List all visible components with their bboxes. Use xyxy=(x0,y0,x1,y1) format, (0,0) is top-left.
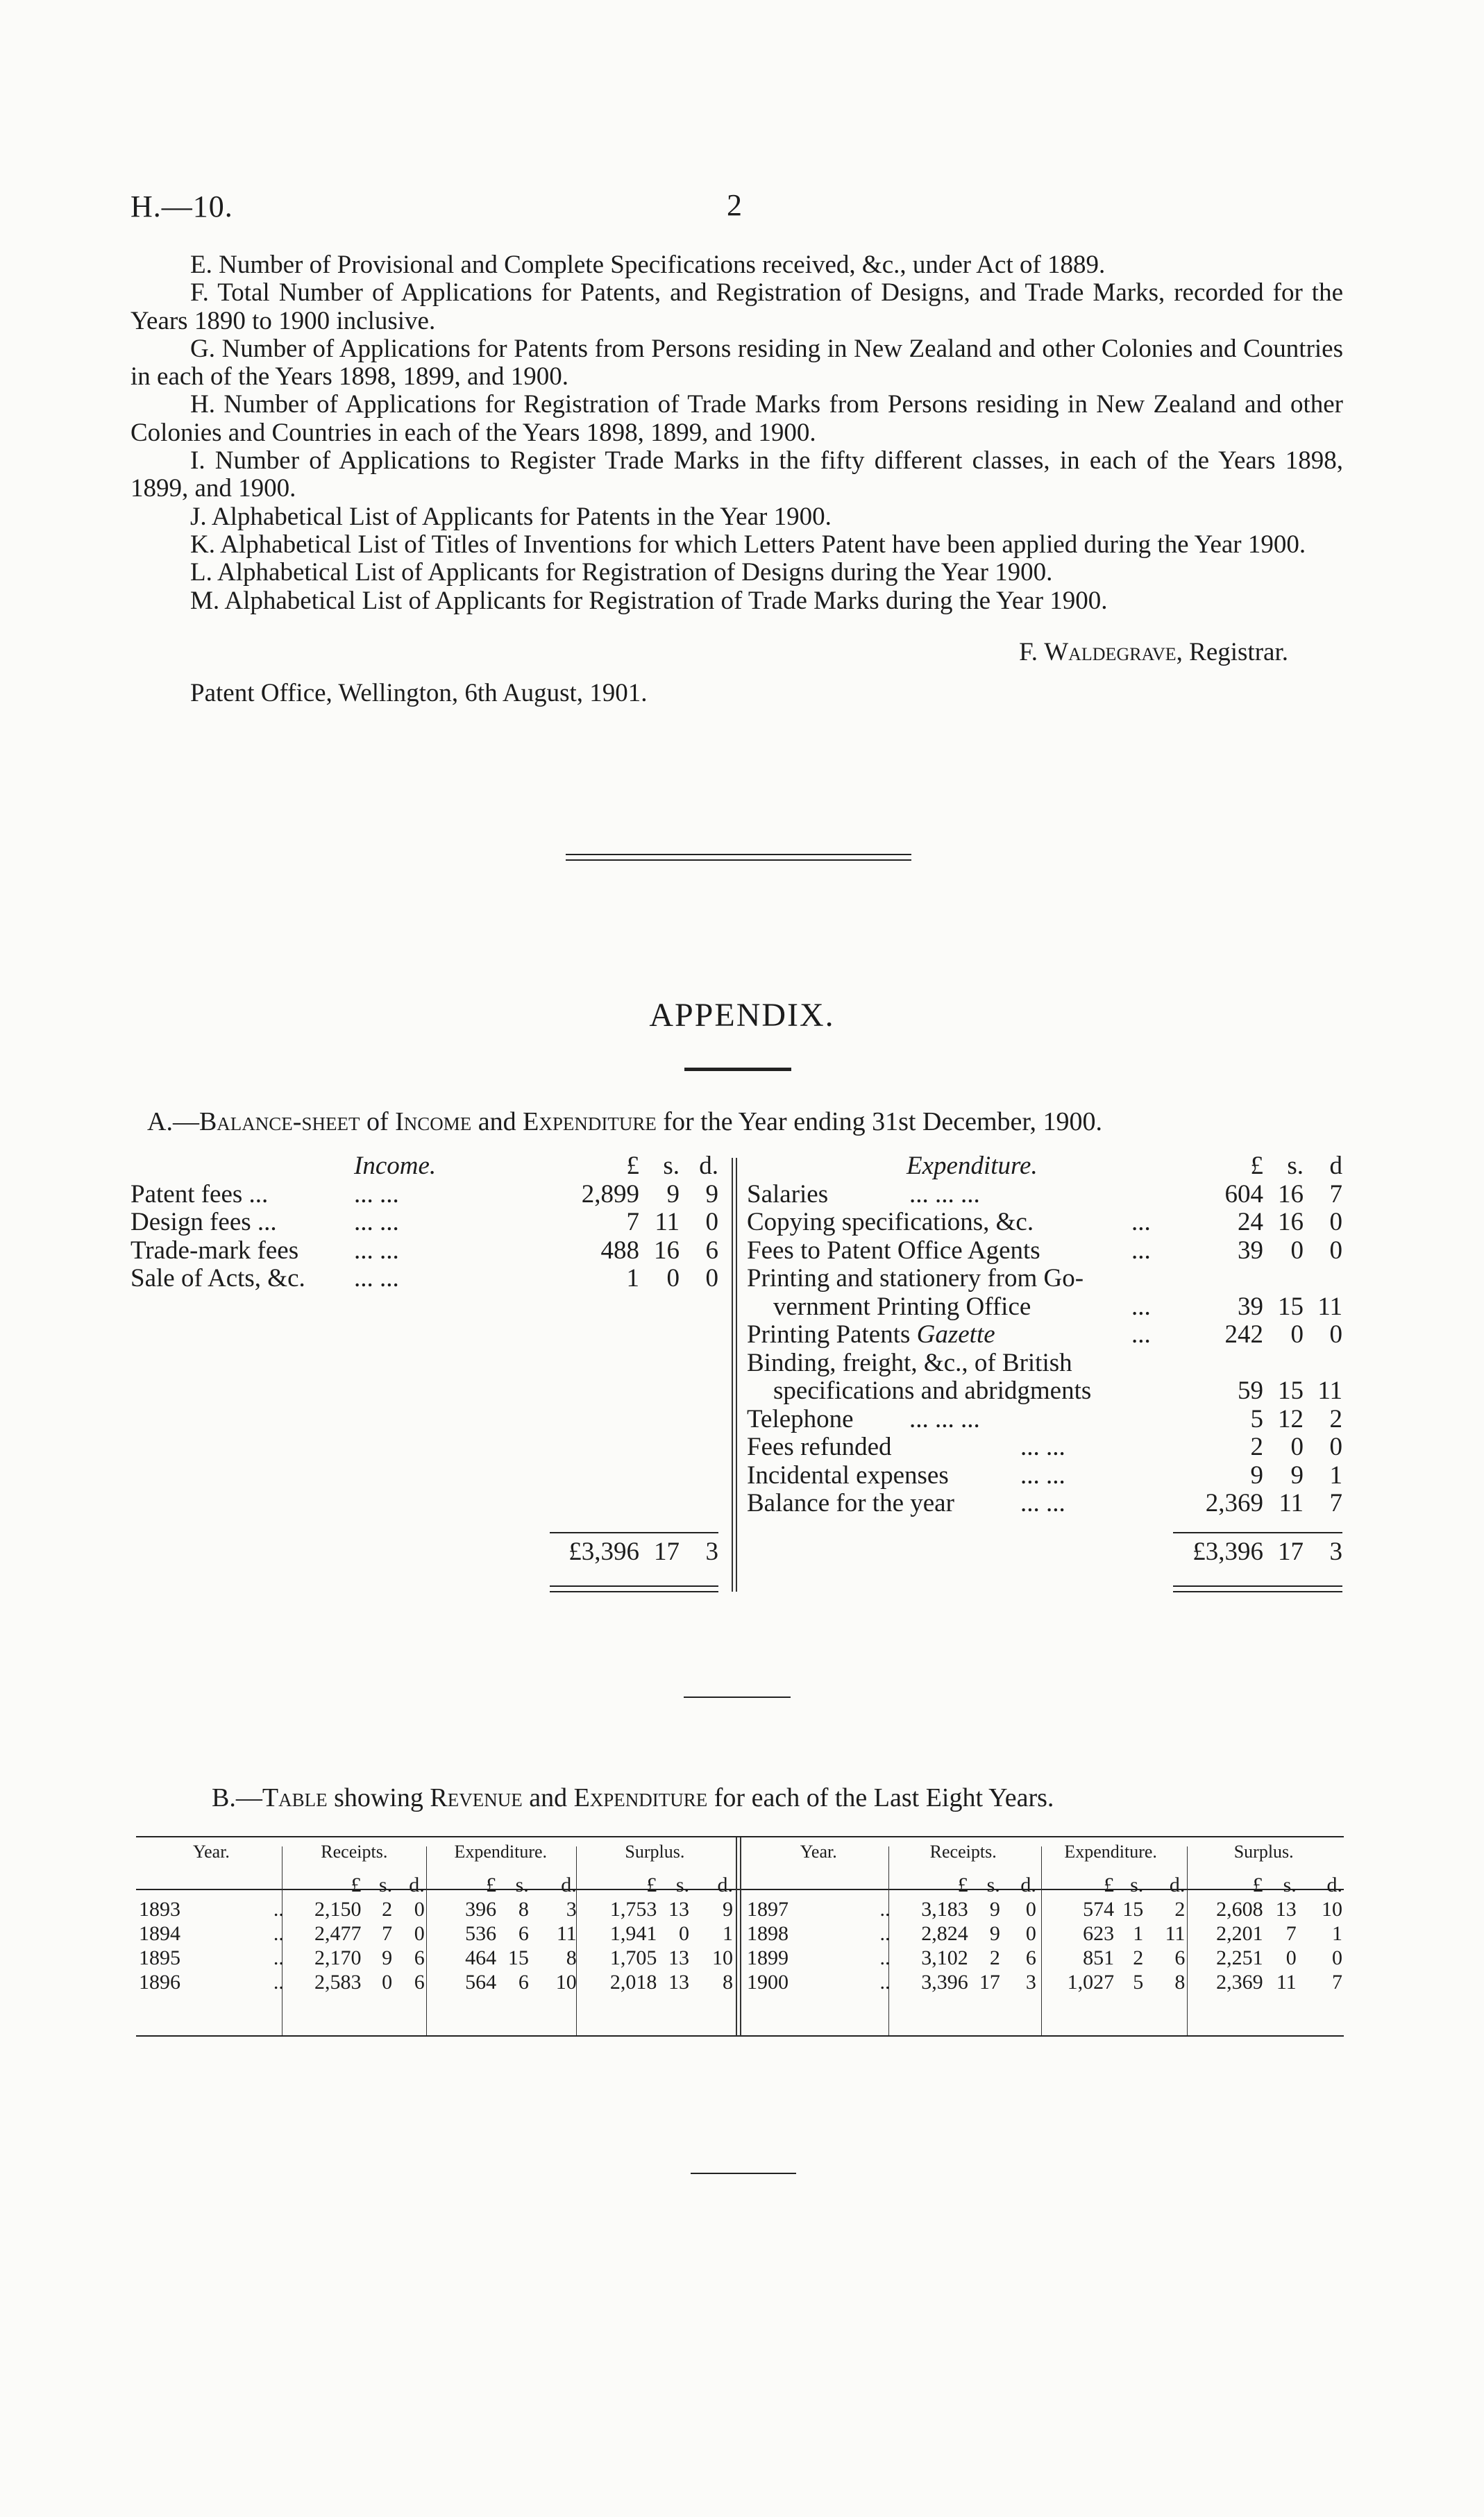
table-header-row: Year. Receipts. Expenditure. Surplus. xyxy=(192,1841,685,1862)
table-header-row: Year. Receipts. Expenditure. Surplus. xyxy=(800,1841,1294,1862)
list-item: F. Total Number of Applications for Patents, and Registration of Designs, and Trade Marks, recorded for the Years 1890 to 1900 inclusive. xyxy=(130,278,1343,335)
list-item: E. Number of Provisional and Complete Specifications received, &c., under Act of 1889. xyxy=(190,251,1106,279)
expenditure-heading: Expenditure. xyxy=(907,1152,1038,1180)
currency-header: £ s. d. xyxy=(626,1152,718,1180)
income-row: Patent fees ... ... ... 2,899 9 9 xyxy=(130,1179,718,1209)
list-item: L. Alphabetical List of Applicants for Registration of Designs during the Year 1900. xyxy=(190,558,1053,587)
signature-initial: F. xyxy=(1019,638,1038,666)
list-item: H. Number of Applications for Registration of Trade Marks from Persons residing in New Zealand and other Colonies and Countries in each of the Years 1898, 1899, and 1900. xyxy=(130,390,1343,447)
balance-sheet-title xyxy=(147,1106,1102,1137)
income-total: £3,396 17 3 xyxy=(568,1538,718,1566)
expenditure-row: Salaries ... ... ... 604 16 7 xyxy=(747,1179,1342,1209)
divider xyxy=(566,854,911,855)
total-double-rule xyxy=(550,1591,718,1592)
expenditure-row: Copying specifications, &c. ... 24 16 0 xyxy=(747,1208,1342,1236)
expenditure-row: Printing Patents Gazette ... 242 0 0 xyxy=(747,1320,1342,1349)
title-part: Expenditure xyxy=(523,1107,657,1136)
expenditure-total: £3,396 17 3 xyxy=(1192,1538,1342,1566)
currency-row: £ s. d. £ s. d. £ s. d. xyxy=(957,1874,1342,1896)
table-row: 1897 .. 3,183 9 0 574 15 2 2,608 13 10 xyxy=(747,1897,1342,1921)
table-row: 1894 .. 2,477 7 0 536 6 11 1,941 0 1 xyxy=(139,1921,733,1945)
divider xyxy=(566,859,911,861)
expenditure-column xyxy=(747,1152,1342,1518)
income-column xyxy=(130,1152,718,1293)
section-prefix: A.— xyxy=(147,1107,199,1136)
expenditure-row: vernment Printing Office ... 39 15 11 xyxy=(773,1292,1342,1321)
document-reference: H.—10. xyxy=(130,190,233,224)
title-part: and xyxy=(471,1107,523,1136)
expenditure-row: Fees refunded ... ... 2 0 0 xyxy=(747,1433,1342,1461)
revenue-table-title: B.—Table showing Revenue and Expenditure for each of the Last Eight Years. xyxy=(212,1783,1054,1812)
expenditure-row: specifications and abridgments 59 15 11 xyxy=(773,1377,1342,1405)
page-number: 2 xyxy=(727,188,742,222)
appendix-contents-list xyxy=(130,251,1343,615)
currency-header: £ s. d xyxy=(1250,1152,1342,1180)
income-header-row xyxy=(130,1152,718,1181)
expenditure-row: Printing and stationery from Go- xyxy=(747,1264,1084,1293)
income-heading: Income. xyxy=(354,1152,437,1180)
expenditure-row: Balance for the year ... ... 2,369 11 7 xyxy=(747,1489,1342,1517)
expenditure-row: Telephone ... ... ... 5 12 2 xyxy=(747,1404,1342,1433)
table-divider xyxy=(740,1837,741,2036)
divider xyxy=(691,2173,796,2174)
table-row: 1896 .. 2,583 0 6 564 6 10 2,018 13 8 xyxy=(139,1970,733,1994)
signature-name: Waldegrave xyxy=(1044,638,1177,666)
expenditure-row: Binding, freight, &c., of British xyxy=(747,1348,1072,1377)
revenue-table-right xyxy=(747,1840,1342,1994)
total-rule xyxy=(550,1532,718,1533)
expenditure-row: Incidental expenses ... ... 9 9 1 xyxy=(747,1460,1342,1490)
total-double-rule xyxy=(1173,1591,1342,1592)
table-row: 1893 .. 2,150 2 0 396 8 3 1,753 13 9 xyxy=(139,1897,733,1921)
title-part: for the Year ending 31st December, 1900. xyxy=(656,1107,1103,1136)
divider xyxy=(684,1697,791,1698)
title-part: of xyxy=(360,1107,396,1136)
currency-row: £ s. d. £ s. d. £ s. d. xyxy=(351,1874,733,1896)
total-double-rule xyxy=(1173,1585,1342,1587)
expenditure-row: Fees to Patent Office Agents ... 39 0 0 xyxy=(747,1236,1342,1265)
place-date: Patent Office, Wellington, 6th August, 1901. xyxy=(190,679,648,707)
expenditure-header-row xyxy=(747,1152,1342,1181)
balance-sheet-divider xyxy=(732,1158,733,1592)
income-row: Trade-mark fees ... ... 488 16 6 xyxy=(130,1236,718,1265)
divider xyxy=(684,1068,791,1071)
list-item: K. Alphabetical List of Titles of Inventions for which Letters Patent have been applied during the Year 1900. xyxy=(190,530,1306,559)
list-item: J. Alphabetical List of Applicants for Patents in the Year 1900. xyxy=(190,502,832,531)
registrar-signature xyxy=(1019,637,1288,667)
title-part: Balance-sheet xyxy=(199,1107,360,1136)
appendix-title: APPENDIX. xyxy=(649,997,835,1034)
total-rule xyxy=(1173,1532,1342,1533)
balance-sheet-divider xyxy=(736,1158,737,1592)
list-item: G. Number of Applications for Patents from Persons residing in New Zealand and other Colonies and Countries in each of the Years 1898, 1899, and 1900. xyxy=(130,334,1343,392)
table-row: 1898 .. 2,824 9 0 623 1 11 2,201 7 1 xyxy=(747,1921,1342,1945)
table-row: 1899 .. 3,102 2 6 851 2 6 2,251 0 0 xyxy=(747,1946,1342,1969)
table-row: 1900 .. 3,396 17 3 1,027 5 8 2,369 11 7 xyxy=(747,1970,1342,1994)
list-item: I. Number of Applications to Register Trade Marks in the fifty different classes, in each of the Years 1898, 1899, and 1900. xyxy=(130,446,1343,503)
total-double-rule xyxy=(550,1585,718,1587)
income-row: Design fees ... ... ... 7 11 0 xyxy=(130,1208,718,1236)
list-item: M. Alphabetical List of Applicants for Registration of Trade Marks during the Year 1900. xyxy=(190,586,1108,615)
table-divider xyxy=(736,1837,737,2036)
table-row: 1895 .. 2,170 9 6 464 15 8 1,705 13 10 xyxy=(139,1946,733,1969)
title-part: Income xyxy=(395,1107,472,1136)
income-row: Sale of Acts, &c. ... ... 1 0 0 xyxy=(130,1264,718,1293)
revenue-table-left xyxy=(139,1840,733,1994)
signature-title: , Registrar. xyxy=(1176,638,1288,666)
